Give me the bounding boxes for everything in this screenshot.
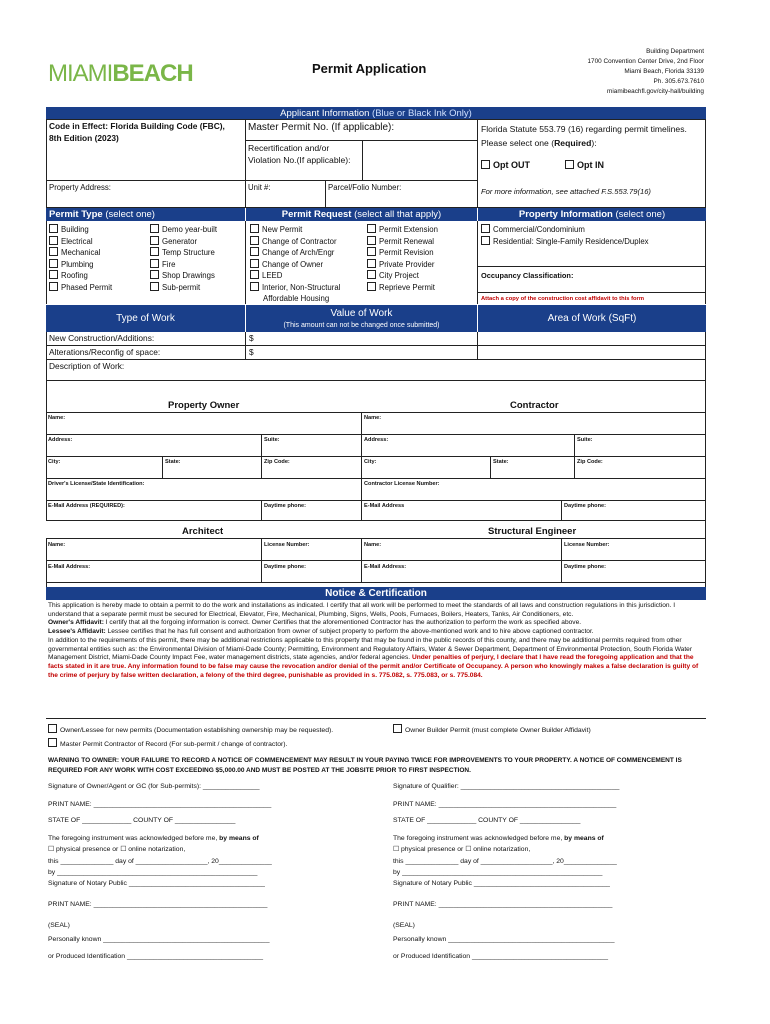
owner-personally-known-line[interactable]: Personally known ____________________________________________	[48, 936, 270, 943]
permit-request-option[interactable]	[367, 282, 438, 294]
qualifier-notary-print-line[interactable]: PRINT NAME: ______________________________________________	[393, 901, 613, 908]
permit-type-option[interactable]	[150, 236, 217, 248]
miami-beach-logo	[48, 60, 193, 88]
more-info-note: For more information, see attached F.S.553.79(16)	[481, 187, 651, 196]
option-label: Building	[61, 225, 89, 234]
option-label: Permit Renewal	[379, 236, 435, 246]
permit-request-option[interactable]	[250, 259, 340, 271]
type-of-work-bar: Type of Work	[46, 305, 245, 332]
checkbox[interactable]	[250, 259, 259, 268]
permit-type-option[interactable]	[49, 282, 112, 294]
option-label: Mechanical	[61, 248, 101, 257]
permit-request-option[interactable]	[250, 247, 340, 259]
owner-by-line[interactable]: by _____________________________________________________	[48, 869, 258, 876]
option-label: New Permit	[262, 225, 303, 234]
property-info-option[interactable]	[481, 224, 649, 236]
lessee-affidavit-text: Lessee certifies that he has full consent and authorization from owner of subject property to perform the above-mentioned work and to hire above captioned contractor.	[105, 628, 594, 636]
opt-in-option[interactable]	[565, 160, 604, 172]
recertification-label: Recertification and/or Violation No.(If applicable):	[248, 143, 351, 165]
checkbox[interactable]	[250, 224, 259, 233]
address-line: 1700 Convention Center Drive, 2nd Floor	[587, 58, 704, 65]
alterations-label: Alterations/Reconfig of space:	[49, 347, 161, 357]
engineer-name-label: Name:	[364, 542, 382, 548]
option-label: Electrical	[61, 236, 93, 246]
architect-email-label: E-Mail Address:	[48, 564, 91, 570]
owner-signature-line[interactable]: Signature of Owner/Agent or GC (for Sub-permits): _______________	[48, 783, 260, 790]
qualifier-produced-id-line[interactable]: or Produced Identification ____________________________________	[393, 953, 609, 960]
contractor-license-label: Contractor License Number:	[364, 481, 440, 487]
owner-affidavit	[48, 619, 706, 628]
qualifier-presence-options[interactable]: ☐ physical presence or ☐ online notarization,	[393, 846, 531, 853]
engineer-email-label: E-Mail Address:	[364, 564, 407, 570]
address-line: miamibeachfl.gov/city-hall/building	[607, 88, 704, 95]
bar-note: (This amount can not be changed once submitted)	[283, 322, 440, 329]
architect-name-label: Name:	[48, 542, 66, 548]
permit-type-option[interactable]	[150, 259, 217, 271]
property-information-options	[481, 224, 649, 247]
option-label: City Project	[379, 271, 419, 280]
statute-end: ):	[591, 138, 597, 148]
option-label: Change of Owner	[262, 259, 324, 269]
checkbox[interactable]	[150, 282, 159, 291]
owner-suite-label: Suite:	[264, 437, 280, 443]
opt-out-option[interactable]	[481, 160, 530, 172]
checkbox[interactable]	[49, 236, 58, 245]
qualifier-state-county-line[interactable]: STATE OF _____________ COUNTY OF ________________	[393, 817, 581, 824]
property-owner-heading: Property Owner	[168, 400, 240, 411]
qualifier-notary-signature-line[interactable]: Signature of Notary Public ____________________________________	[393, 880, 610, 887]
architect-license-label: License Number:	[264, 542, 310, 548]
owner-phone-label: Daytime phone:	[264, 503, 306, 509]
checkbox[interactable]	[367, 259, 376, 268]
owner-day-line[interactable]: this ______________ day of ___________________, 20______________	[48, 858, 272, 865]
contractor-suite-label: Suite:	[577, 437, 593, 443]
contractor-email-label: E-Mail Address	[364, 503, 405, 509]
owner-notary-print-line[interactable]: PRINT NAME: ______________________________________________	[48, 901, 268, 908]
permit-type-column-2	[150, 224, 217, 293]
qualifier-ack-line	[393, 833, 604, 845]
checkbox[interactable]	[49, 224, 58, 233]
property-address-label: Property Address:	[49, 183, 111, 192]
option-label: Demo year-built	[162, 225, 218, 234]
checkbox[interactable]	[48, 738, 57, 747]
architect-phone-label: Daytime phone:	[264, 564, 306, 570]
option-label: Interior, Non-Structural	[262, 282, 341, 292]
qualifier-signature-line[interactable]: Signature of Qualifier: __________________________________________	[393, 783, 620, 790]
property-information-bar	[478, 208, 706, 221]
dollar-sign: $	[249, 347, 254, 357]
description-of-work-label: Description of Work:	[49, 361, 125, 371]
permit-type-option[interactable]	[150, 247, 217, 259]
option-label: Permit Revision	[379, 248, 434, 257]
perjury-statement: Under penalties of perjury, I declare that I have read the foregoing application and that the facts stated in it are true. Any information found to be false may cause the revocation and/or denial of the permit and/or Certificate of Occupancy. A person who knowingly makes a false declaration is guilty of the crime of perjury by false written declaration, a felony of the third degree, punishable as provided in s. 775.082, s. 775.083, or s. 775.084.	[48, 654, 699, 679]
permit-request-option[interactable]	[367, 270, 438, 282]
additional-restrictions	[48, 637, 706, 681]
owner-presence-options[interactable]: ☐ physical presence or ☐ online notarization,	[48, 846, 186, 853]
permit-type-option[interactable]	[49, 236, 112, 248]
option-label: Shop Drawings	[162, 271, 215, 280]
checkbox[interactable]	[49, 270, 58, 279]
permit-request-option[interactable]	[250, 270, 340, 282]
permit-request-column-1	[250, 224, 340, 305]
contractor-heading: Contractor	[510, 400, 559, 411]
checkbox[interactable]	[250, 282, 259, 291]
owner-ack-line	[48, 833, 259, 845]
permit-type-option[interactable]	[49, 270, 112, 282]
checkbox[interactable]	[367, 236, 376, 245]
option-label: Change of Contractor	[262, 236, 337, 246]
contractor-name-label: Name:	[364, 415, 382, 421]
permit-request-option[interactable]	[250, 282, 340, 294]
option-label: Commercial/Condominium	[493, 225, 585, 234]
notice-certification-bar: Notice & Certification	[46, 587, 706, 600]
occupancy-classification-label: Occupancy Classification:	[481, 271, 574, 280]
owner-state-county-line[interactable]: STATE OF _____________ COUNTY OF ________________	[48, 817, 236, 824]
contractor-state-label: State:	[493, 459, 509, 465]
checkbox[interactable]	[481, 224, 490, 233]
logo-text-b: BEACH	[112, 60, 193, 87]
option-label: Residential: Single-Family Residence/Duplex	[493, 236, 649, 246]
owner-builder-option[interactable]	[393, 724, 591, 737]
option-label: Change of Arch/Engr	[262, 248, 335, 257]
statute-text: Florida Statute 553.79 (16) regarding permit timelines. Please select one (	[481, 124, 687, 148]
checkbox[interactable]	[250, 270, 259, 279]
checkbox[interactable]	[49, 247, 58, 256]
contractor-phone-label: Daytime phone:	[564, 503, 606, 509]
florida-statute-text	[481, 122, 703, 150]
option-label: Master Permit Contractor of Record (For sub-permit / change of contractor).	[60, 741, 288, 748]
contractor-city-label: City:	[364, 459, 377, 465]
owner-affidavit-text: I certify that all the forgoing information is correct. Owner Certifies that the aforementioned Contractor has the authorization to perform the work as specified above.	[103, 619, 582, 627]
bar-title: Value of Work	[330, 308, 393, 319]
engineer-license-label: License Number:	[564, 542, 610, 548]
contractor-zip-label: Zip Code:	[577, 459, 603, 465]
bar-title: Applicant Information	[280, 107, 370, 119]
ack-bold: by means of	[219, 835, 259, 842]
master-contractor-option[interactable]	[48, 738, 287, 751]
address-line: Building Department	[646, 48, 704, 55]
checkbox[interactable]	[150, 236, 159, 245]
owner-notary-signature-line[interactable]: Signature of Notary Public ____________________________________	[48, 880, 265, 887]
permit-request-bar	[246, 208, 477, 221]
owner-email-label: E-Mail Address (REQUIRED):	[48, 503, 125, 509]
owner-zip-label: Zip Code:	[264, 459, 290, 465]
permit-request-option[interactable]	[367, 259, 438, 271]
notice-paragraph: This application is hereby made to obtain a permit to do the work and installations as indicated. I certify that all work will be performed to meet the standards of all laws and construction regulations in this jurisdiction. I understand that a separate permit must be secured for Electrical, Elevator, Fire, Mechanical, Plumbing, Signs, Wells, Pools, Furnaces, Boilers, Heaters, Tanks, Air Conditioners, etc.	[48, 602, 676, 618]
owner-print-name-line[interactable]: PRINT NAME: _______________________________________________	[48, 801, 272, 808]
ack-bold: by means of	[564, 835, 604, 842]
applicant-information-bar	[46, 107, 706, 119]
lessee-affidavit-label: Lessee's Affidavit:	[48, 628, 106, 636]
permit-request-option[interactable]	[367, 247, 438, 259]
qualifier-seal-label: (SEAL)	[393, 922, 415, 929]
bar-note: (Blue or Black Ink Only)	[372, 107, 472, 119]
permit-type-column-1	[49, 224, 112, 293]
permit-type-option[interactable]	[49, 247, 112, 259]
structural-engineer-heading: Structural Engineer	[488, 526, 577, 537]
qualifier-by-line[interactable]: by _____________________________________________________	[393, 869, 603, 876]
option-label: Owner/Lessee for new permits (Documentation establishing ownership may be requested).	[60, 727, 334, 734]
option-label: Fire	[162, 259, 176, 269]
owner-name-label: Name:	[48, 415, 66, 421]
permit-request-option[interactable]	[250, 236, 340, 248]
option-label: Permit Extension	[379, 225, 438, 234]
permit-request-option[interactable]	[367, 224, 438, 236]
area-of-work-bar: Area of Work (SqFt)	[478, 305, 706, 332]
owner-city-label: City:	[48, 459, 61, 465]
checkbox[interactable]	[481, 236, 490, 245]
checkbox[interactable]	[150, 224, 159, 233]
affordable-housing-label: Affordable Housing	[263, 294, 330, 303]
owner-lessee-option[interactable]	[48, 724, 333, 737]
unit-label: Unit #:	[248, 183, 271, 192]
statute-required: Required	[554, 138, 592, 148]
value-of-work-bar	[246, 305, 477, 332]
lessee-affidavit	[48, 628, 706, 637]
checkbox[interactable]	[49, 259, 58, 268]
parcel-folio-label: Parcel/Folio Number:	[328, 183, 402, 192]
contractor-address-label: Address:	[364, 437, 389, 443]
code-in-effect: Code in Effect: Florida Building Code (FBC), 8th Edition (2023)	[49, 121, 225, 143]
owner-license-label: Driver's License/State Identification:	[48, 481, 145, 487]
option-label: LEED	[262, 271, 283, 280]
permit-type-option[interactable]	[150, 270, 217, 282]
address-line: Miami Beach, Florida 33139	[624, 68, 704, 75]
option-label: Owner Builder Permit (must complete Owner Builder Affidavit)	[405, 727, 591, 734]
owner-address-label: Address:	[48, 437, 73, 443]
checkbox[interactable]	[150, 270, 159, 279]
permit-type-option[interactable]	[49, 259, 112, 271]
option-label: Phased Permit	[61, 282, 113, 292]
checkbox[interactable]	[150, 247, 159, 256]
bar-note: (select one)	[615, 209, 666, 220]
permit-type-option[interactable]	[150, 224, 217, 236]
engineer-phone-label: Daytime phone:	[564, 564, 606, 570]
option-label: Private Provider	[379, 259, 435, 269]
checkbox[interactable]	[393, 724, 402, 733]
qualifier-personally-known-line[interactable]: Personally known ____________________________________________	[393, 936, 615, 943]
opt-out-checkbox[interactable]	[481, 160, 490, 169]
owner-state-label: State:	[165, 459, 181, 465]
bar-title: Property Information	[518, 209, 613, 220]
bar-note: (select one)	[105, 209, 155, 220]
permit-type-bar	[46, 208, 245, 221]
checkbox[interactable]	[150, 259, 159, 268]
address-line: Ph. 305.673.7610	[653, 78, 704, 85]
owner-affidavit-label: Owner's Affidavit:	[48, 619, 104, 627]
notice-text	[48, 602, 706, 680]
permit-type-option[interactable]	[49, 224, 112, 236]
owner-produced-id-line[interactable]: or Produced Identification ____________________________________	[48, 953, 264, 960]
checkbox[interactable]	[367, 270, 376, 279]
logo-text-a: MIAMI	[48, 60, 113, 87]
option-label: Temp Structure	[162, 248, 215, 257]
option-label: Plumbing	[61, 259, 94, 269]
opt-out-label: Opt OUT	[493, 160, 530, 170]
ack-text: The foregoing instrument was acknowledged before me,	[393, 835, 565, 842]
option-label: Reprieve Permit	[379, 282, 435, 292]
dollar-sign: $	[249, 333, 254, 343]
qualifier-print-name-line[interactable]: PRINT NAME: _______________________________________________	[393, 801, 617, 808]
checkbox[interactable]	[367, 224, 376, 233]
checkbox[interactable]	[49, 282, 58, 291]
master-permit-label: Master Permit No. (If applicable):	[248, 122, 395, 133]
permit-request-option[interactable]	[250, 224, 340, 236]
bar-title: Permit Type	[49, 209, 103, 220]
owner-seal-label: (SEAL)	[48, 922, 70, 929]
property-info-option[interactable]	[481, 236, 649, 248]
opt-in-checkbox[interactable]	[565, 160, 574, 169]
checkbox[interactable]	[367, 247, 376, 256]
restrictions-text: In addition to the requirements of this permit, there may be additional restrictions applicable to this property that may be found in the public records of this county, and there may be additional permits required from other governmental entities such as: the Environmental Division of Miami-Dade County; Permitting, Environment and Regulatory Affairs, Water & Sewer Department, Department of Environmental Protection, South Florida Water Management District, Miami-Dade County Impact Fee, water management districts, state agencies, and/or federal agencies.	[48, 636, 693, 662]
cost-affidavit-note: Attach a copy of the construction cost affidavit to this form	[481, 296, 644, 302]
option-label: Roofing	[61, 271, 88, 280]
qualifier-day-line[interactable]: this ______________ day of ___________________, 20______________	[393, 858, 617, 865]
page-title: Permit Application	[312, 61, 427, 76]
new-construction-label: New Construction/Additions:	[49, 333, 155, 343]
bar-note: (select all that apply)	[354, 209, 442, 220]
permit-request-column-2	[367, 224, 438, 293]
architect-heading: Architect	[182, 526, 224, 537]
opt-in-label: Opt IN	[577, 160, 604, 170]
permit-type-option[interactable]	[150, 282, 217, 294]
checkbox[interactable]	[250, 247, 259, 256]
option-label: Sub-permit	[162, 282, 201, 292]
checkbox[interactable]	[367, 282, 376, 291]
checkbox[interactable]	[250, 236, 259, 245]
bar-title: Permit Request	[281, 209, 352, 220]
option-label: Generator	[162, 236, 198, 246]
notice-of-commencement-warning: WARNING TO OWNER: YOUR FAILURE TO RECORD A NOTICE OF COMMENCEMENT MAY RESULT IN YOUR PAYING TWICE FOR IMPROVEMENTS TO YOUR PROPERTY. A NOTICE OF COMMENCEMENT IS REQUIRED FOR ANY WORK WITH COST EXCEEDING $5,000.00 AND MUST BE POSTED AT THE JOBSITE PRIOR TO FIRST INSPECTION.	[48, 757, 682, 774]
ack-text: The foregoing instrument was acknowledged before me,	[48, 835, 220, 842]
permit-request-option[interactable]	[367, 236, 438, 248]
checkbox[interactable]	[48, 724, 57, 733]
department-address	[587, 47, 704, 97]
